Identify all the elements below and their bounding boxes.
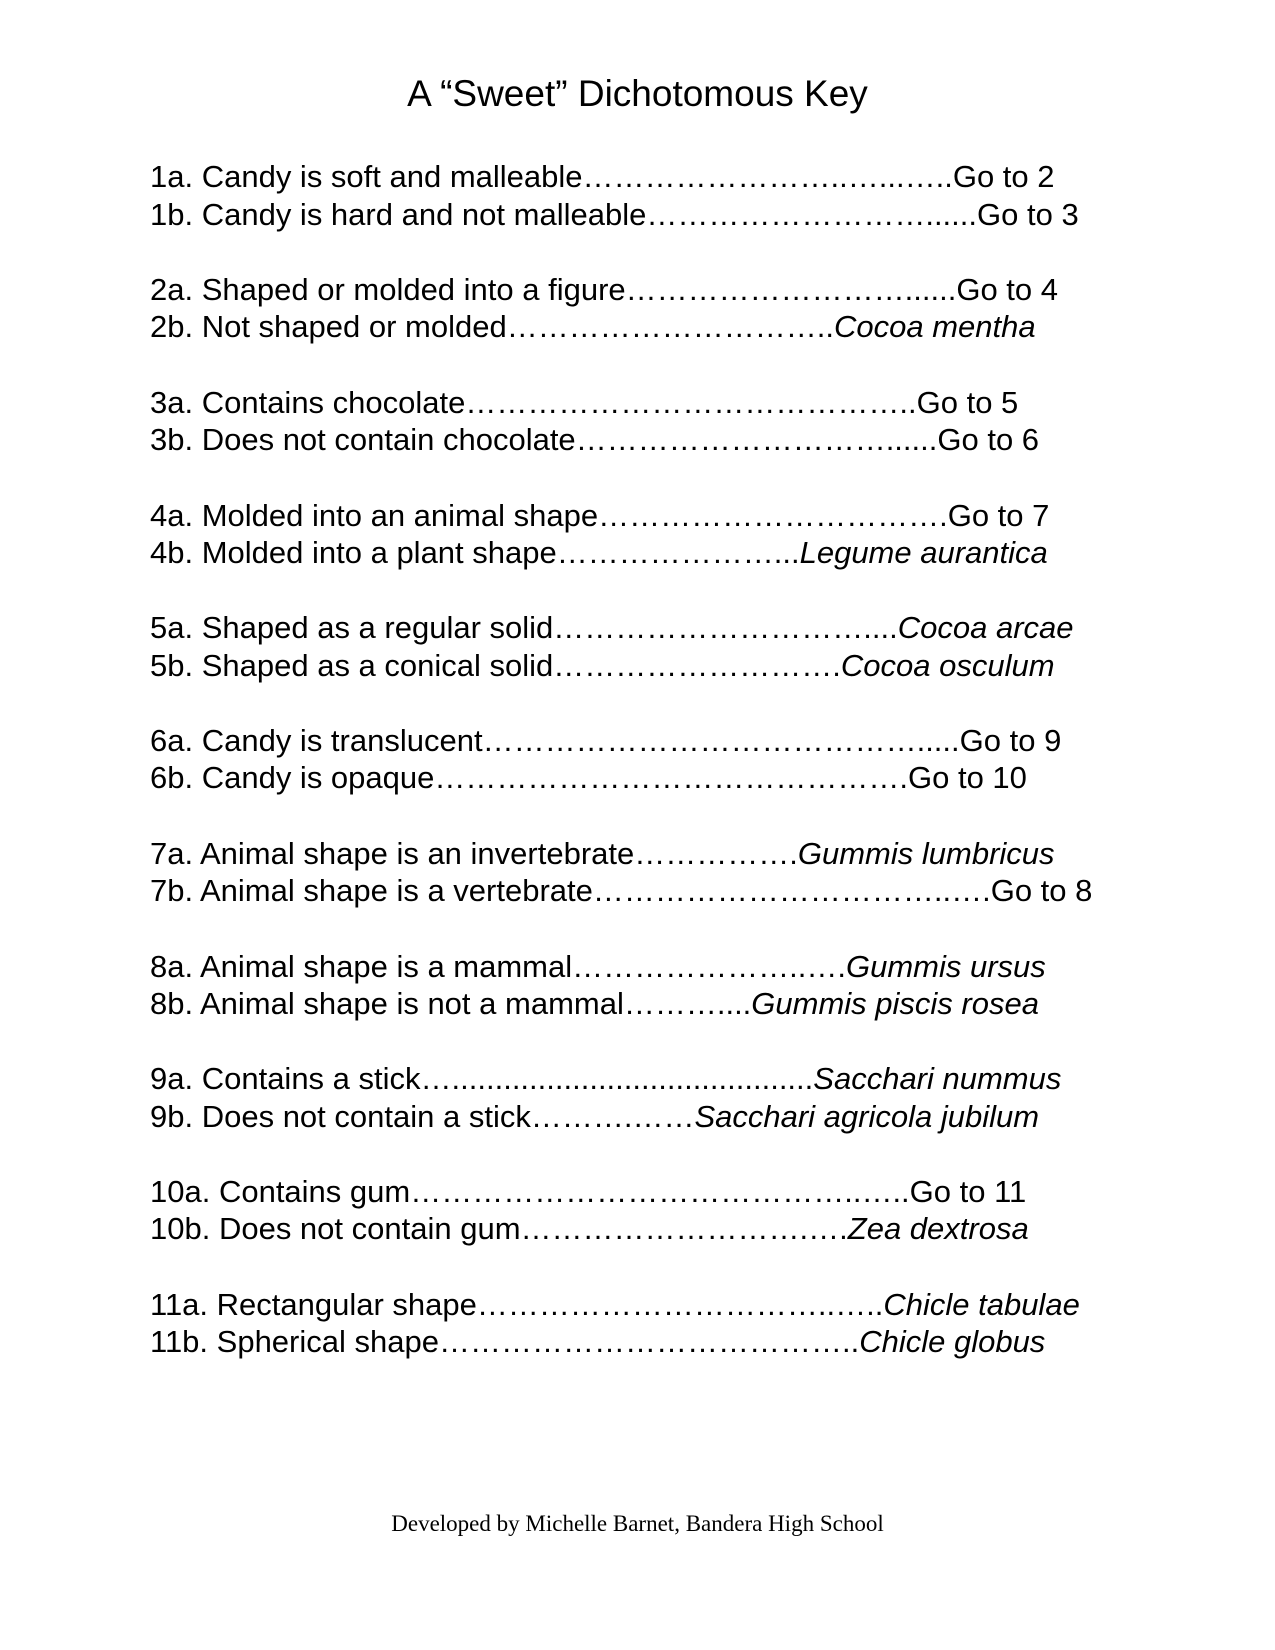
key-line-5b [150,647,1055,685]
key-leader-dots: ………………………….. [506,309,834,344]
key-statement: 10a. Contains gum [150,1174,411,1209]
key-outcome-species: Gummis ursus [845,949,1046,984]
key-line-7a [150,835,1055,873]
key-statement: 7b. Animal shape is a vertebrate [150,873,593,908]
key-line-6a [150,722,1061,760]
key-leader-dots: ……………………………..…. [592,873,991,908]
key-leader-dots: …………………………………….. [465,385,917,420]
key-leader-dots: ………………………. [553,648,841,683]
key-line-1b [150,196,1079,234]
key-statement: 3a. Contains chocolate [150,385,466,420]
key-leader-dots: ……………………….…. [520,1211,848,1246]
key-line-11b [150,1323,1045,1361]
key-leader-dots: ………………………………….. [438,1324,860,1359]
key-line-11a [150,1286,1080,1324]
key-leader-dots: …………………………...... [575,422,938,457]
key-statement: 1b. Candy is hard and not malleable [150,197,647,232]
key-leader-dots: ……………. [634,836,798,871]
key-leader-dots: ………………………...... [625,272,957,307]
key-leader-dots: ………………………………………. [434,760,908,795]
key-outcome-species: Sacchari agricola jubilum [694,1099,1040,1134]
key-leader-dots: …………………..…. [572,949,846,984]
key-leader-dots: ….......................................... [420,1061,814,1096]
key-outcome-species: Cocoa mentha [833,309,1036,344]
key-leader-dots: ……….... [623,986,752,1021]
key-leader-dots: ……………………..…...….. [582,159,953,194]
key-statement: 4b. Molded into a plant shape [150,535,557,570]
key-statement: 8a. Animal shape is a mammal [150,949,573,984]
key-statement: 5b. Shaped as a conical solid [150,648,554,683]
key-leader-dots: ……………………………………..... [482,723,960,758]
key-line-3b [150,421,1039,459]
key-leader-dots: ……………………………. [598,498,948,533]
key-statement: 2a. Shaped or molded into a figure [150,272,626,307]
key-leader-dots: …………………... [556,535,800,570]
key-outcome: Go to 11 [909,1174,1027,1209]
key-outcome: Go to 7 [947,498,1050,533]
key-leader-dots: ……….…… [530,1099,695,1134]
key-outcome-species: Cocoa arcae [897,610,1074,645]
key-line-4a [150,497,1049,535]
key-line-2a [150,271,1058,309]
key-outcome-species: Cocoa osculum [840,648,1055,683]
key-statement: 6a. Candy is translucent [150,723,483,758]
key-outcome-species: Sacchari nummus [813,1061,1062,1096]
key-line-5a [150,609,1074,647]
key-leader-dots: ………………………….... [553,610,898,645]
key-outcome: Go to 2 [952,159,1055,194]
key-outcome-species: Gummis lumbricus [797,836,1055,871]
key-line-2b [150,308,1036,346]
key-statement: 8b. Animal shape is not a mammal [150,986,624,1021]
key-line-7b [150,872,1092,910]
key-statement: 4a. Molded into an animal shape [150,498,599,533]
key-outcome-species: Chicle tabulae [883,1287,1080,1322]
key-statement: 11b. Spherical shape [150,1324,439,1359]
key-outcome: Go to 3 [977,197,1079,232]
key-line-9a [150,1060,1061,1098]
key-outcome: Go to 6 [937,422,1040,457]
key-outcome-species: Zea dextrosa [847,1211,1029,1246]
key-statement: 9b. Does not contain a stick [150,1099,531,1134]
key-outcome: Go to 9 [959,723,1062,758]
key-outcome-species: Gummis piscis rosea [751,986,1039,1021]
key-outcome: Go to 4 [956,272,1059,307]
key-line-6b [150,759,1027,797]
key-statement: 10b. Does not contain gum [150,1211,521,1246]
key-statement: 1a. Candy is soft and malleable [150,159,583,194]
key-outcome: Go to 8 [990,873,1093,908]
key-statement: 3b. Does not contain chocolate [150,422,576,457]
key-statement: 11a. Rectangular shape [150,1287,477,1322]
key-outcome: Go to 5 [916,385,1019,420]
key-line-3a [150,384,1018,422]
key-line-9b [150,1098,1039,1136]
key-leader-dots: ……………………………………..….. [410,1174,910,1209]
key-line-1a [150,158,1055,196]
key-statement: 7a. Animal shape is an invertebrate [150,836,635,871]
key-leader-dots: ……………………………..….. [476,1287,884,1322]
key-statement: 5a. Shaped as a regular solid [150,610,554,645]
key-line-4b [150,534,1048,572]
key-outcome: Go to 10 [908,760,1027,795]
key-line-10b [150,1210,1029,1248]
key-outcome-species: Legume aurantica [799,535,1048,570]
footer-credit: Developed by Michelle Barnet, Bandera High School [391,1511,884,1536]
key-line-8b [150,985,1039,1023]
key-statement: 6b. Candy is opaque [150,760,435,795]
key-statement: 9a. Contains a stick [150,1061,421,1096]
page-title: A “Sweet” Dichotomous Key [407,73,868,114]
key-outcome-species: Chicle globus [859,1324,1046,1359]
key-line-10a [150,1173,1026,1211]
key-leader-dots: ………………………...... [646,197,978,232]
key-statement: 2b. Not shaped or molded [150,309,507,344]
key-line-8a [150,948,1046,986]
